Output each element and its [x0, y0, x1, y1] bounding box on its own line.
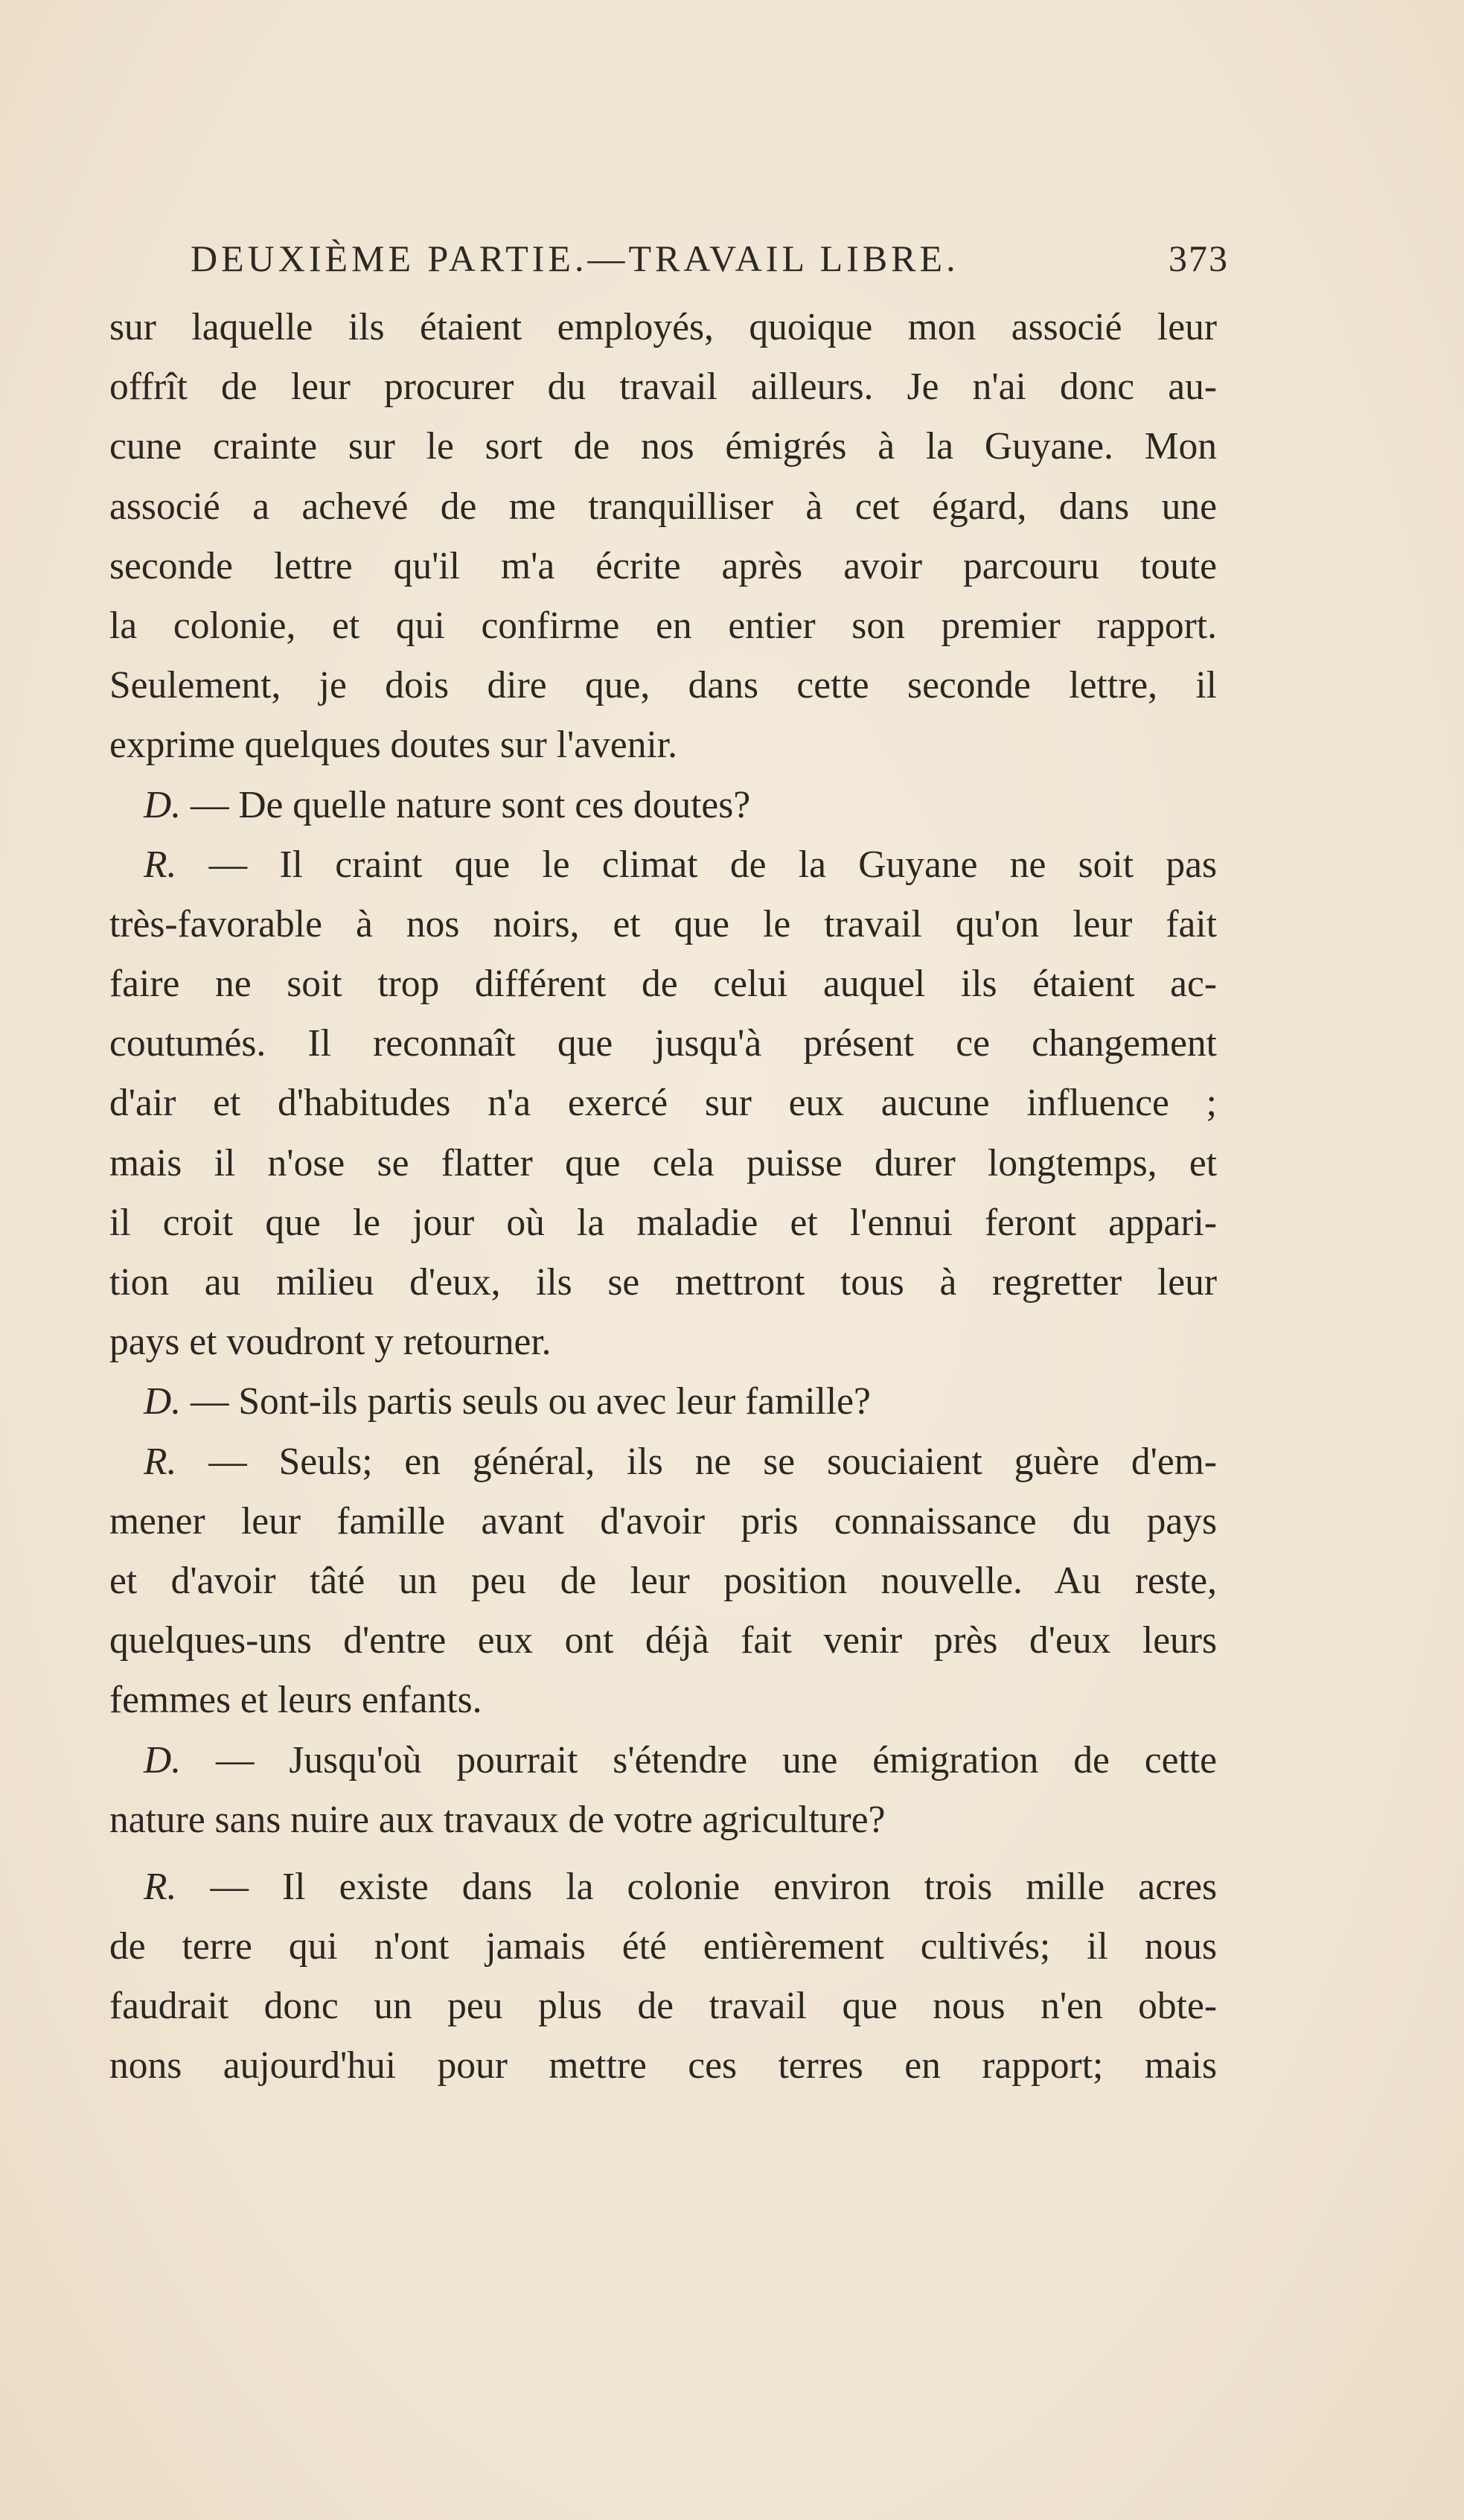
- page-number: 373: [1169, 237, 1229, 279]
- running-header: [191, 237, 1229, 289]
- text-line: [109, 1731, 1217, 1790]
- line-text: nature sans nuire aux travaux de votre agriculture?: [109, 1798, 886, 1841]
- text-line: [109, 1611, 1217, 1671]
- text-line: [109, 1193, 1217, 1253]
- line-text: très-favorable à nos noirs, et que le travail qu'on leur fait: [109, 902, 1217, 945]
- speaker-letter: R.: [144, 1440, 177, 1483]
- line-text: mener leur famille avant d'avoir pris connaissance du pays: [109, 1499, 1217, 1543]
- text-line: [109, 298, 1217, 357]
- line-text: offrît de leur procurer du travail ailleurs. Je n'ai donc au-: [109, 366, 1217, 409]
- line-text: — Il existe dans la colonie environ trois mille acres: [176, 1865, 1217, 1908]
- text-line: [109, 1372, 1217, 1432]
- line-text: coutumés. Il reconnaît que jusqu'à présent ce changement: [109, 1022, 1217, 1065]
- text-line: [109, 1253, 1217, 1312]
- text-line: [109, 1432, 1217, 1492]
- text-line: [109, 1074, 1217, 1133]
- text-line: [109, 656, 1217, 715]
- line-text: cune crainte sur le sort de nos émigrés à la Guyane. Mon: [109, 425, 1217, 468]
- line-text: pays et voudront y retourner.: [109, 1321, 552, 1364]
- speaker-letter: D.: [144, 1380, 182, 1423]
- line-text: il croit que le jour où la maladie et l'ennui feront appari-: [109, 1201, 1217, 1244]
- line-text: — De quelle nature sont ces doutes?: [181, 783, 751, 826]
- line-text: mais il n'ose se flatter que cela puisse durer longtemps, et: [109, 1141, 1217, 1184]
- line-text: quelques-uns d'entre eux ont déjà fait venir près d'eux leurs: [109, 1619, 1217, 1662]
- line-text: faudrait donc un peu plus de travail que nous n'en obte-: [109, 1985, 1217, 2028]
- text-line: [109, 596, 1217, 656]
- line-text: seconde lettre qu'il m'a écrite après avoir parcouru toute: [109, 544, 1217, 587]
- speaker-letter: R.: [144, 1865, 177, 1908]
- text-line: [109, 1492, 1217, 1551]
- line-text: Seulement, je dois dire que, dans cette seconde lettre, il: [109, 664, 1217, 707]
- line-text: associé a achevé de me tranquilliser à cet égard, dans une: [109, 485, 1217, 528]
- line-text: et d'avoir tâté un peu de leur position nouvelle. Au reste,: [109, 1559, 1217, 1602]
- text-line: [109, 954, 1217, 1014]
- line-text: sur laquelle ils étaient employés, quoique mon associé leur: [109, 306, 1217, 348]
- running-title: DEUXIÈME PARTIE.—TRAVAIL LIBRE.: [191, 237, 959, 279]
- text-line: [109, 1790, 1217, 1850]
- text-line: [109, 1551, 1217, 1611]
- text-line: [109, 1917, 1217, 1977]
- line-text: — Il craint que le climat de la Guyane ne soit pas: [176, 843, 1217, 886]
- text-line: [109, 835, 1217, 895]
- text-line: [109, 1671, 1217, 1730]
- text-line: [109, 1857, 1217, 1917]
- line-text: nons aujourd'hui pour mettre ces terres en rapport; mais: [109, 2044, 1217, 2087]
- speaker-letter: D.: [144, 1738, 182, 1781]
- text-line: [109, 477, 1217, 537]
- text-line: [109, 895, 1217, 954]
- text-line: [109, 537, 1217, 596]
- line-text: femmes et leurs enfants.: [109, 1679, 482, 1722]
- line-text: — Seuls; en général, ils ne se souciaient guère d'em-: [176, 1440, 1217, 1483]
- line-text: de terre qui n'ont jamais été entièrement cultivés; il nous: [109, 1925, 1217, 1968]
- line-text: d'air et d'habitudes n'a exercé sur eux aucune influence ;: [109, 1082, 1217, 1125]
- line-text: — Jusqu'où pourrait s'étendre une émigration de cette: [181, 1738, 1217, 1781]
- line-text: la colonie, et qui confirme en entier son premier rapport.: [109, 604, 1217, 647]
- text-line: [109, 2036, 1217, 2096]
- text-line: [109, 1312, 1217, 1372]
- line-text: exprime quelques doutes sur l'avenir.: [109, 724, 677, 767]
- line-text: faire ne soit trop différent de celui auquel ils étaient ac-: [109, 963, 1217, 1006]
- text-line: [109, 776, 1217, 835]
- speaker-letter: D.: [144, 783, 182, 826]
- speaker-letter: R.: [144, 843, 177, 886]
- line-text: tion au milieu d'eux, ils se mettront tous à regretter leur: [109, 1261, 1217, 1304]
- body-text: [109, 298, 1217, 2096]
- text-line: [109, 715, 1217, 775]
- text-line: [109, 417, 1217, 476]
- text-line: [109, 1134, 1217, 1193]
- line-text: — Sont-ils partis seuls ou avec leur famille?: [181, 1380, 871, 1423]
- text-line: [109, 1014, 1217, 1074]
- text-line: [109, 1977, 1217, 2036]
- text-line: [109, 357, 1217, 417]
